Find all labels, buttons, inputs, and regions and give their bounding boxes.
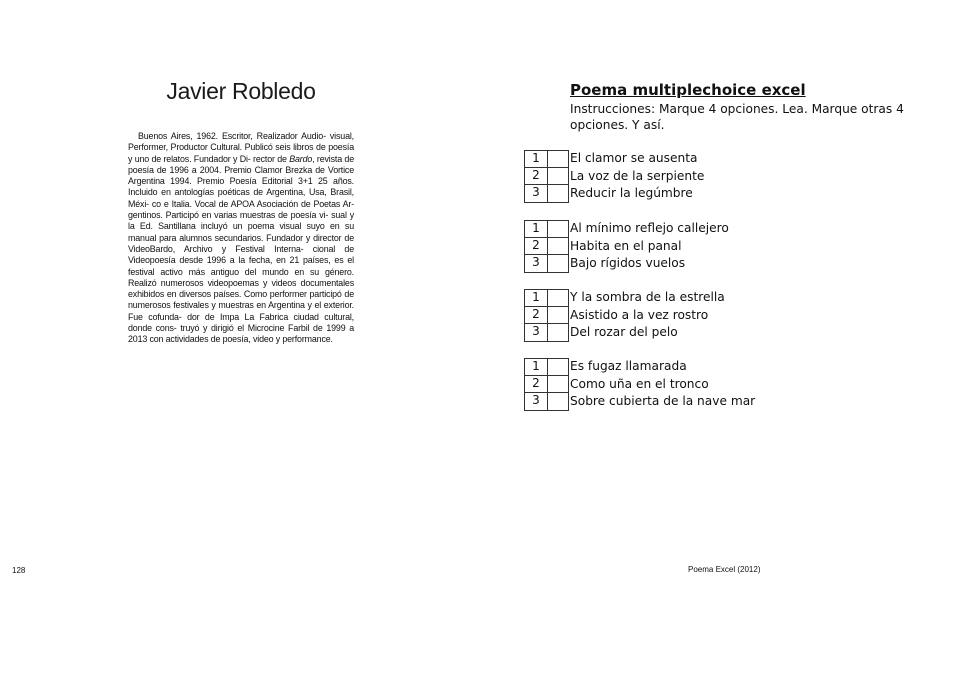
option-number: 1 <box>524 150 548 168</box>
option-checkbox[interactable] <box>547 307 569 325</box>
option-text: Como uña en el tronco <box>570 376 709 391</box>
right-page <box>482 0 964 680</box>
option-text: Reducir la legúmbre <box>570 186 693 200</box>
option-text: Sobre cubierta de la nave mar <box>570 394 756 408</box>
option-text: Y la sombra de la estrella <box>570 290 725 304</box>
option-checkbox[interactable] <box>547 168 569 186</box>
author-bio <box>128 131 354 346</box>
option-checkbox[interactable] <box>547 150 569 168</box>
option-checkbox[interactable] <box>547 324 569 342</box>
option-number: 1 <box>524 289 548 307</box>
option-number: 2 <box>524 168 548 186</box>
option-text: Habita en el panal <box>570 238 682 253</box>
option-text: La voz de la serpiente <box>570 168 705 183</box>
option-number: 3 <box>524 324 548 342</box>
option-text: Del rozar del pelo <box>570 325 678 339</box>
option-text: Asistido a la vez rostro <box>570 307 709 322</box>
option-checkbox[interactable] <box>547 289 569 307</box>
option-text: Bajo rígidos vuelos <box>570 256 686 270</box>
option-text: Es fugaz llamarada <box>570 359 687 373</box>
option-checkbox[interactable] <box>547 185 569 203</box>
option-checkbox[interactable] <box>547 376 569 394</box>
poem-title: Poema multiplechoice excel <box>570 81 806 99</box>
option-number: 3 <box>524 185 548 203</box>
bio-magazine-title: Bardo <box>289 153 313 164</box>
bio-text-end: , revista de poesía de 1996 a 2004. Premio Clamor Brezka de Vortice Argentina 1994. Premio Poesía Editorial 3+1 25 años. Incluido en antologías poéticas de Argentina, Usa, Brasil, Méxi- co e Italia. Vocal de APOA Asociación de Poetas Ar- gentinos. Participó en varias muestras de poesía vi- sual y la Ed. Santillana incluyó un poema visual suyo en su manual para alumnos secundarios. Fundador y director de VideoBardo, Archivo y Festival Interna- cional de Videopoesía desde 1996 a la fecha, en 21 países, es el festival activo más antiguo del mundo en su género. Realizó numerosos videopoemas y videos documentales exhibidos en diversos países. Como performer participó de numerosos festivales y muestras en Argentina y el exterior. Fue cofunda- dor de Impa La Fabrica ciudad cultural, donde cons- truyó y dirigió el Microcine Farbil de 1999 a 2013 con actividades de poesía, video y performance. <box>128 153 354 345</box>
option-checkbox[interactable] <box>547 255 569 273</box>
poem-instructions: Instrucciones: Marque 4 opciones. Lea. Marque otras 4 opciones. Y así. <box>570 102 904 132</box>
option-checkbox[interactable] <box>547 358 569 376</box>
option-number: 2 <box>524 238 548 256</box>
option-number: 3 <box>524 255 548 273</box>
option-checkbox[interactable] <box>547 238 569 256</box>
bio-text-start: Buenos Aires, 1962. Escritor, Realizador Audio- visual, Performer, Productor Cultural. Publicó seis libros de poesía y uno de relatos. Fundador y Di- rector de <box>128 131 354 164</box>
option-checkbox[interactable] <box>547 220 569 238</box>
author-name: Javier Robledo <box>166 78 316 104</box>
option-checkbox[interactable] <box>547 393 569 411</box>
page-number: 128 <box>12 566 26 575</box>
poem-caption: Poema Excel (2012) <box>688 565 761 574</box>
option-number: 3 <box>524 393 548 411</box>
option-number: 2 <box>524 307 548 325</box>
option-text: El clamor se ausenta <box>570 151 698 165</box>
option-text: Al mínimo reflejo callejero <box>570 221 729 235</box>
option-number: 1 <box>524 358 548 376</box>
option-number: 1 <box>524 220 548 238</box>
option-number: 2 <box>524 376 548 394</box>
